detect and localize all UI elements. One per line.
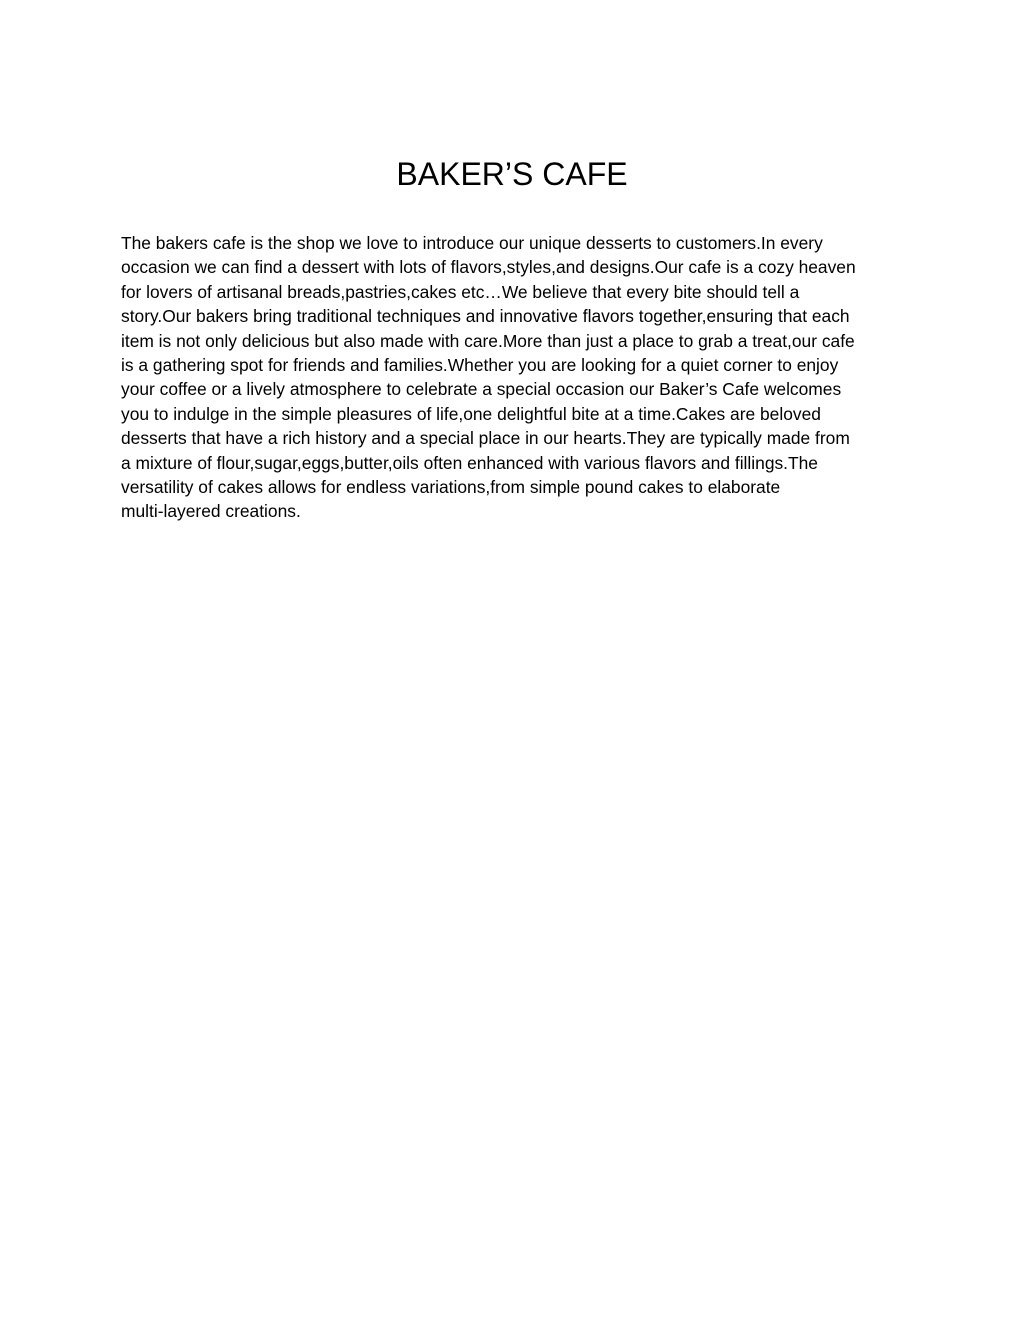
paragraph-line: item is not only delicious but also made with care.More than just a place to grab a treat,our cafe	[121, 330, 855, 351]
paragraph-line: a mixture of flour,sugar,eggs,butter,oils often enhanced with various flavors and fillings.The	[121, 452, 818, 473]
paragraph-line: for lovers of artisanal breads,pastries,cakes etc…We believe that every bite should tell a	[121, 281, 800, 302]
document-title: BAKER’S CAFE	[396, 156, 628, 192]
paragraph-line: desserts that have a rich history and a special place in our hearts.They are typically made from	[121, 428, 850, 449]
paragraph-line: story.Our bakers bring traditional techniques and innovative flavors together,ensuring that each	[121, 306, 850, 327]
body-paragraph	[121, 231, 911, 524]
paragraph-line: your coffee or a lively atmosphere to celebrate a special occasion our Baker’s Cafe welcomes	[121, 379, 842, 400]
paragraph-line: is a gathering spot for friends and families.Whether you are looking for a quiet corner to enjoy	[121, 355, 839, 376]
paragraph-line: multi-layered creations.	[121, 501, 301, 522]
paragraph-line: versatility of cakes allows for endless variations,from simple pound cakes to elaborate	[121, 477, 781, 498]
paragraph-line: The bakers cafe is the shop we love to introduce our unique desserts to customers.In every	[121, 233, 823, 253]
paragraph-line: occasion we can find a dessert with lots of flavors,styles,and designs.Our cafe is a cozy heaven	[121, 257, 856, 278]
paragraph-line: you to indulge in the simple pleasures of life,one delightful bite at a time.Cakes are beloved	[121, 403, 821, 424]
